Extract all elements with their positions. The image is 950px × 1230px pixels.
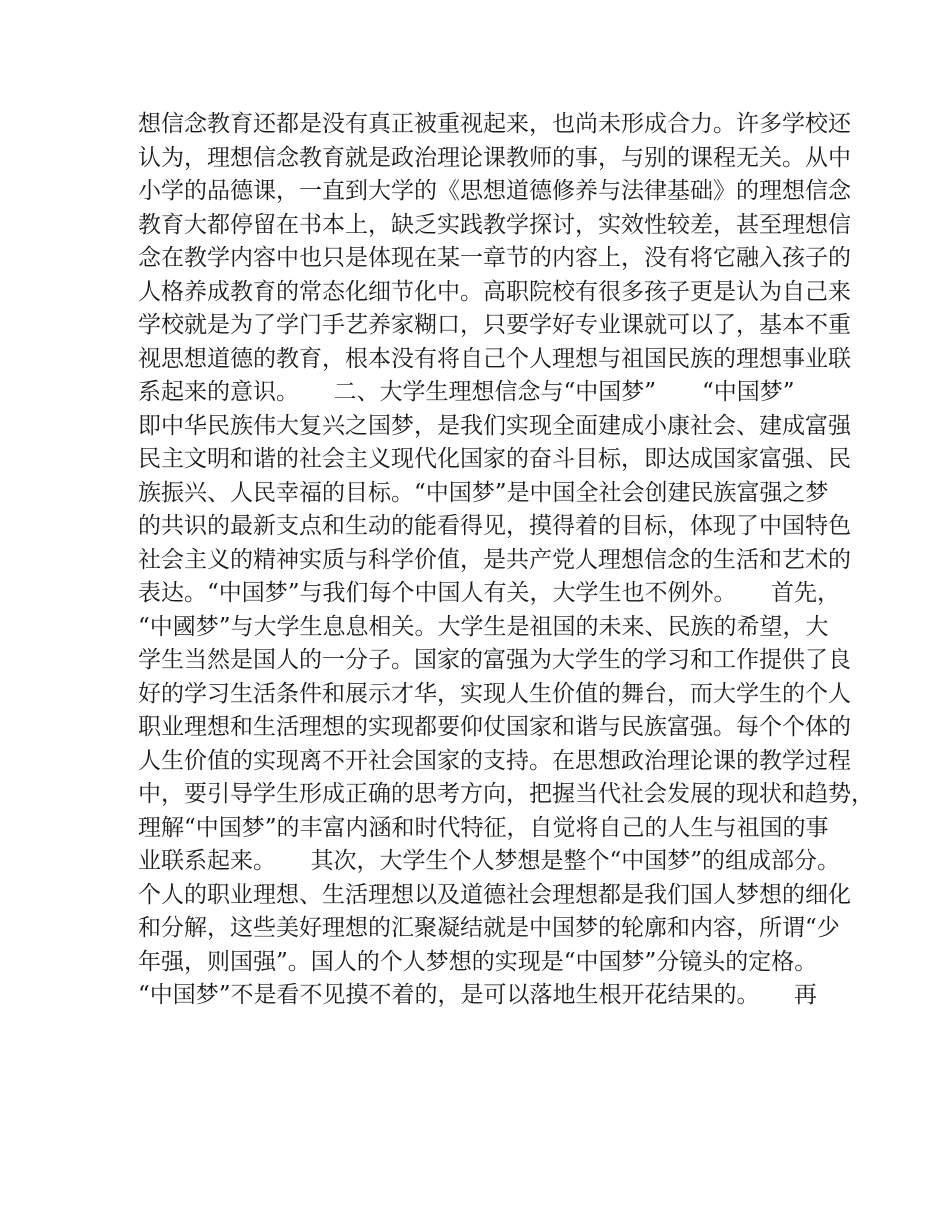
text-line: 小学的品德课，一直到大学的《思想道德修养与法律基础》的理想信念 xyxy=(138,178,851,204)
text-line: 族振兴、人民幸福的目标。“中国梦”是中国全社会创建民族富强之梦 xyxy=(138,479,829,506)
text-line: 好的学习生活条件和展示才华，实现人生价值的舞台，而大学生的个人 xyxy=(138,680,851,707)
body-text xyxy=(138,108,874,1013)
text-line: 想信念教育还都是没有真正被重视起来，也尚未形成合力。许多学校还 xyxy=(138,111,851,137)
text-line: 人生价值的实现离不开社会国家的支持。在思想政治理论课的教学过程 xyxy=(138,747,851,774)
text-line: 人格养成教育的常态化细节化中。高职院校有很多孩子更是认为自己来 xyxy=(138,278,851,305)
text-line: 中，要引导学生形成正确的思考方向，把握当代社会发展的现状和趋势， xyxy=(138,781,874,807)
text-line: 理解“中国梦”的丰富内涵和时代特征，自觉将自己的人生与祖国的事 xyxy=(138,814,829,841)
text-line: 教育大都停留在书本上，缺乏实践教学探讨，实效性较差，甚至理想信 xyxy=(138,211,851,238)
text-line: 民主文明和谐的社会主义现代化国家的奋斗目标，即达成国家富强、民 xyxy=(138,446,851,472)
text-line: 的共识的最新支点和生动的能看得见，摸得着的目标，体现了中国特色 xyxy=(138,513,851,539)
text-line: 视思想道德的教育，根本没有将自己个人理想与祖国民族的理想事业联 xyxy=(138,345,851,372)
text-line: 学生当然是国人的一分子。国家的富强为大学生的学习和工作提供了良 xyxy=(138,647,851,673)
text-line: 系起来的意识。 二、大学生理想信念与“中国梦” “中国梦” xyxy=(138,379,795,405)
text-line: 社会主义的精神实质与科学价值，是共产党人理想信念的生活和艺术的 xyxy=(138,546,851,573)
text-line: 业联系起来。 其次，大学生个人梦想是整个“中国梦”的组成部分。 xyxy=(138,848,841,874)
text-line: 个人的职业理想、生活理想以及道德社会理想都是我们国人梦想的细化 xyxy=(138,881,851,908)
text-line: 念在教学内容中也只是体现在某一章节的内容上，没有将它融入孩子的 xyxy=(138,245,851,271)
text-line: 职业理想和生活理想的实现都要仰仗国家和谐与民族富强。每个个体的 xyxy=(138,714,851,740)
text-line: 认为，理想信念教育就是政治理论课教师的事，与别的课程无关。从中 xyxy=(138,144,851,171)
text-line: 表达。“中国梦”与我们每个中国人有关，大学生也不例外。 首先， xyxy=(138,580,841,606)
text-line: “中國梦”与大学生息息相关。大学生是祖国的未来、民族的希望，大 xyxy=(138,613,829,640)
text-line: 和分解，这些美好理想的汇聚凝结就是中国梦的轮廓和内容，所谓“少 xyxy=(138,915,840,941)
text-line: 年强，则国强”。国人的个人梦想的实现是“中国梦”分镜头的定格。 xyxy=(138,948,818,975)
text-line: 学校就是为了学门手艺养家糊口，只要学好专业课就可以了，基本不重 xyxy=(138,312,851,338)
text-line: 即中华民族伟大复兴之国梦，是我们实现全面建成小康社会、建成富强 xyxy=(138,412,851,439)
text-line: “中国梦”不是看不见摸不着的，是可以落地生根开花结果的。 再 xyxy=(138,982,818,1008)
